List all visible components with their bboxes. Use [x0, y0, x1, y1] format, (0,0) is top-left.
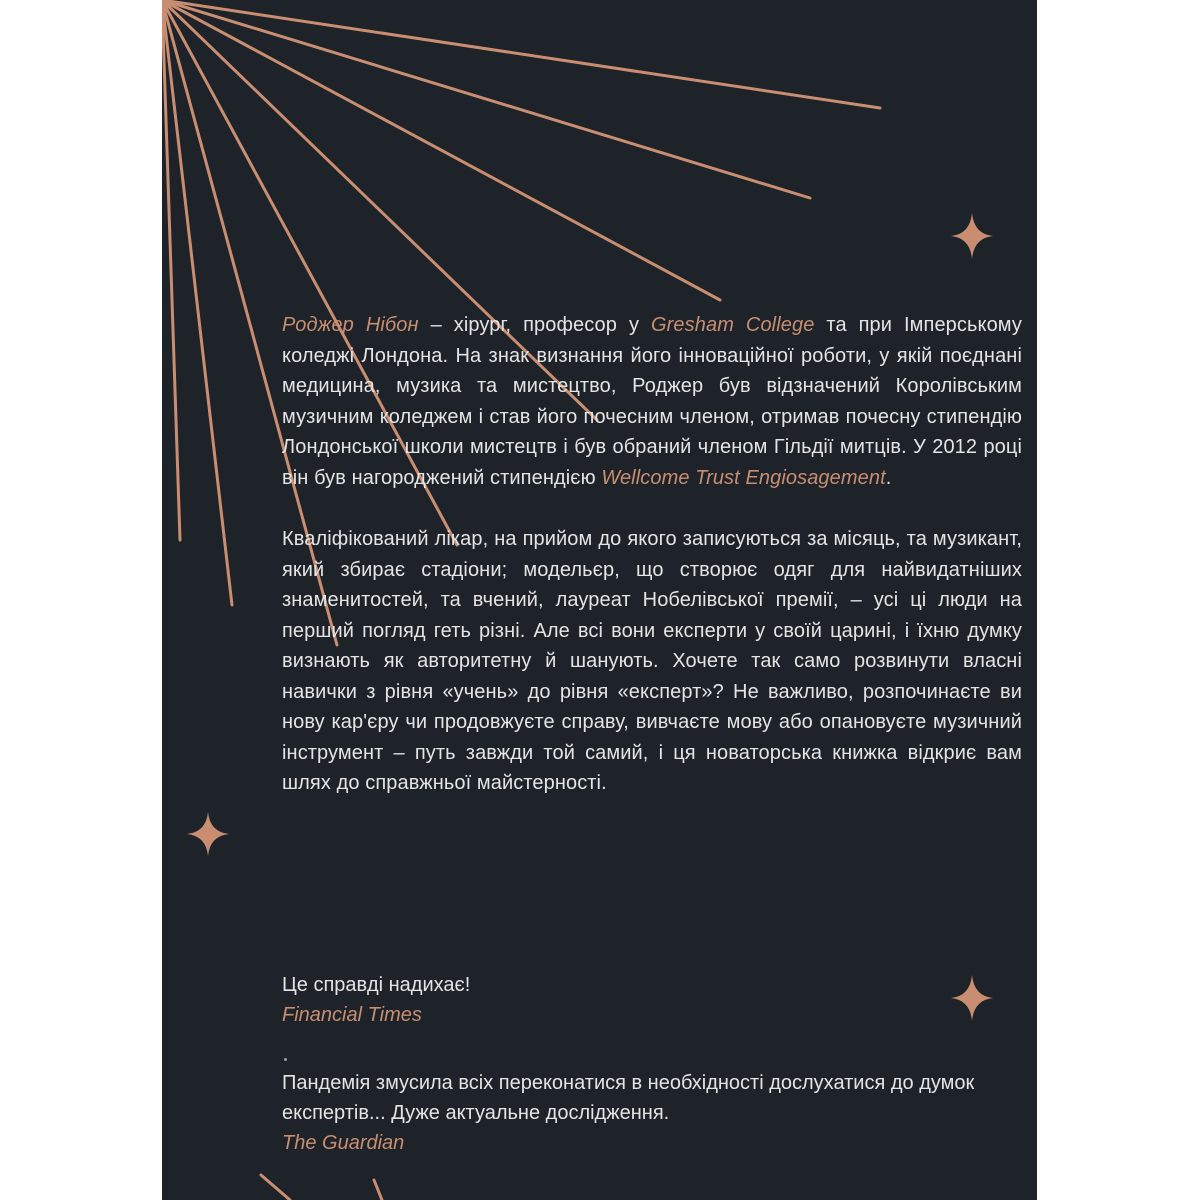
author-bio — [282, 310, 1022, 493]
star-icon — [951, 213, 993, 259]
college-name: Gresham College — [651, 314, 815, 336]
review-the-guardian — [282, 1068, 1037, 1158]
description-text — [282, 310, 1022, 830]
review-source: Financial Times — [282, 1004, 422, 1026]
bio-text-2: та при Імперському коледжі Лондона. На знак визнання його інноваційної роботи, у якій поєднані медицина, музика та мистецтво, Роджер був відзначений Королівським музичним коледжем і став його почесним членом, отримав почесну стипендію Лондонської школи мистецтв і був обраний членом Гільдії митців. У 2012 році він був нагороджений стипендією — [282, 314, 1022, 489]
star-icon — [187, 812, 229, 856]
stray-dot — [284, 1058, 287, 1061]
review-quote: Це справді надихає! — [282, 974, 471, 996]
bio-text-end: . — [885, 466, 892, 489]
book-description: Кваліфікований лікар, на прийом до якого записуються за місяць, та музикант, який збирає стадіони; модельєр, що створює одяг для найвидатніших знаменитостей, та вчений, лауреат Нобелівської премії, – усі ці люди на перший погляд геть різні. Але всі вони експерти у своїй царині, і їхню думку визнають як авторитетну й шанують. Хочете так само розвинути власні навички з рівня «учень» до рівня «експерт»? Не важливо, розпочинаєте ви нову кар'єру чи продовжуєте справу, вивчаєте мову або опановуєте музичний інструмент – путь завжди той самий, і ця новаторська книжка відкриє вам шлях до справжньої майстерності. — [282, 528, 1022, 794]
author-name: Роджер Нібон — [282, 314, 419, 336]
review-financial-times — [282, 970, 1037, 1030]
review-source: The Guardian — [282, 1132, 405, 1154]
book-back-cover — [162, 0, 1037, 1200]
bio-text-1: – хірург, професор у — [418, 314, 652, 336]
award-name: Wellcome Trust Engiosagement — [601, 466, 886, 489]
review-quote: Пандемія змусила всіх переконатися в необхідності дослухатися до думок експертів... Дуже актуальне дослідження. — [282, 1072, 975, 1124]
